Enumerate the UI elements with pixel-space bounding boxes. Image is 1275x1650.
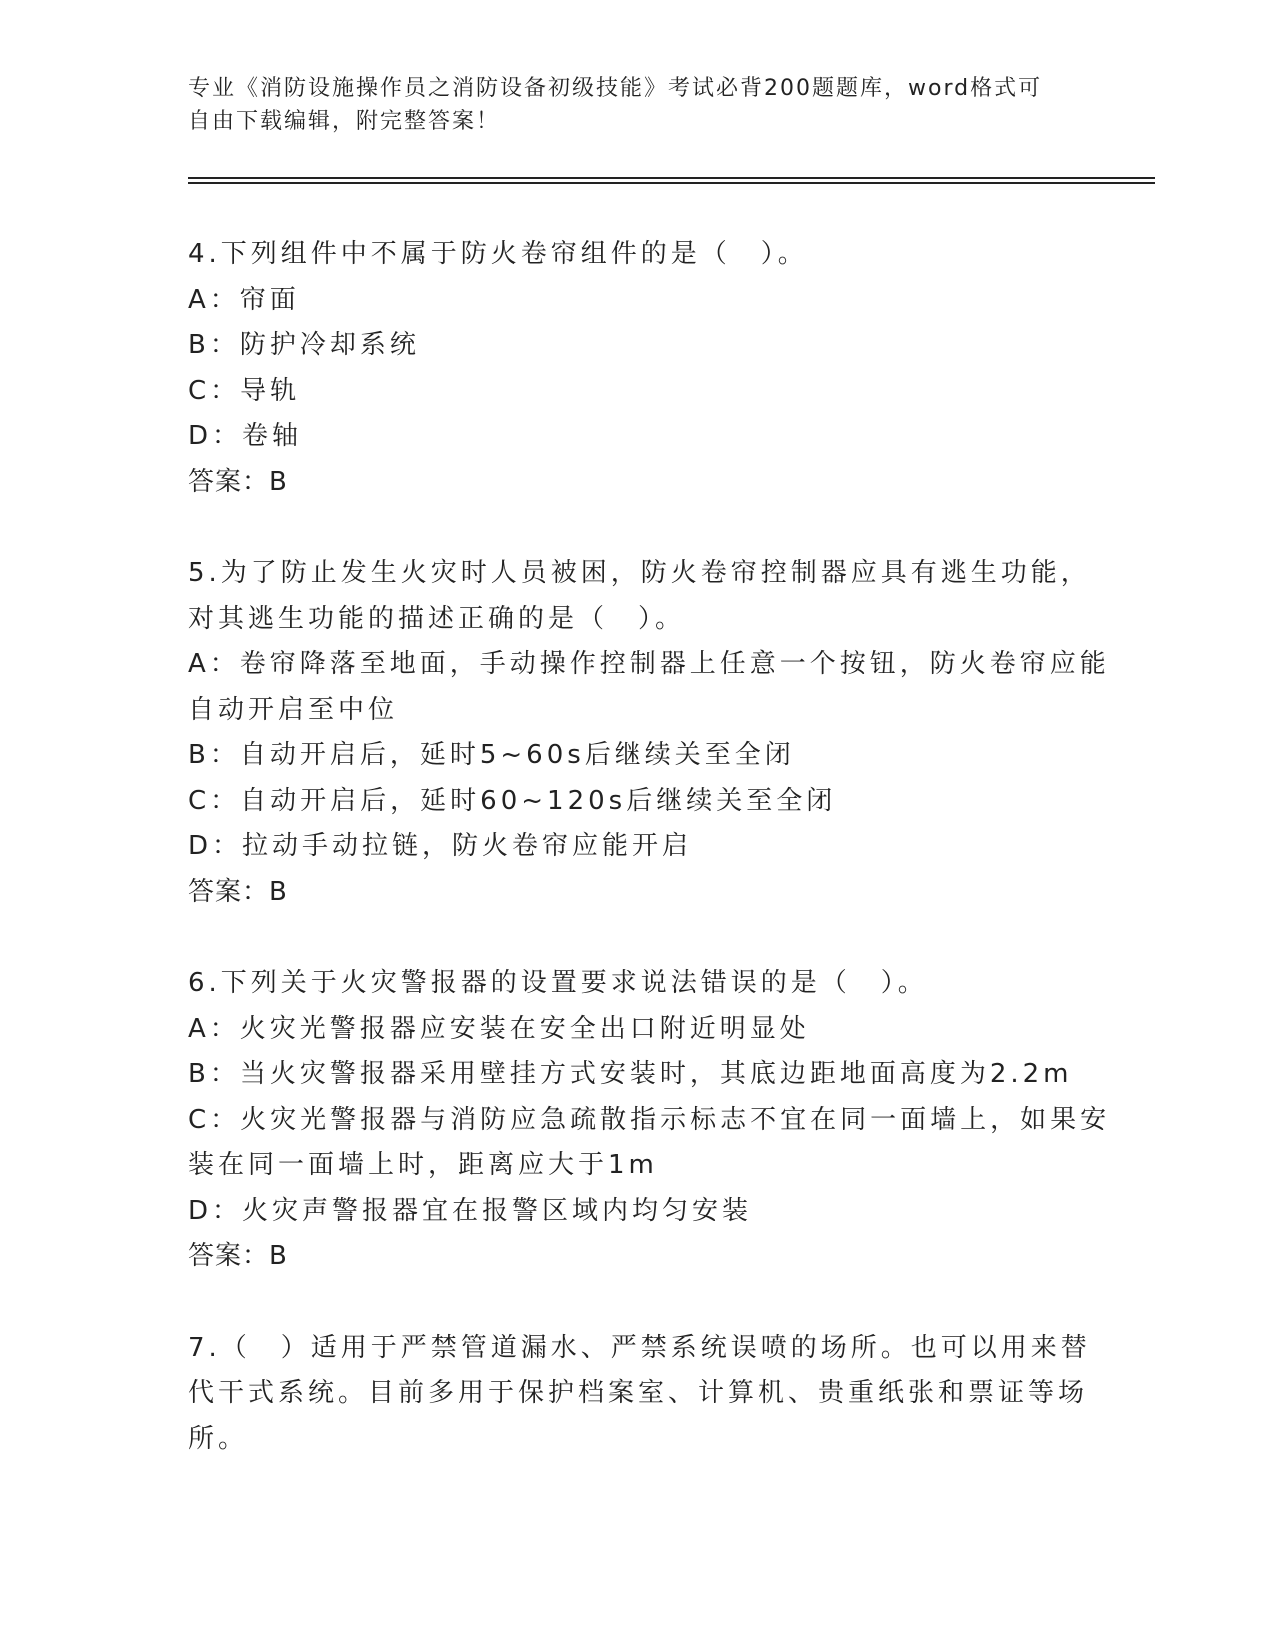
answer: 答案：B <box>188 1241 288 1271</box>
option-a: A：卷帘降落至地面，手动操作控制器上任意一个按钮，防火卷帘应能 <box>188 649 1110 679</box>
option-b: B：自动开启后，延时5~60s后继续关至全闭 <box>188 740 795 770</box>
option-d: D：火灾声警报器宜在报警区域内均匀安装 <box>188 1195 753 1226</box>
question-stem: 代干式系统。目前多用于保护档案室、计算机、贵重纸张和票证等场 <box>188 1378 1089 1408</box>
question-stem: 对其逃生功能的描述正确的是（ ）。 <box>188 603 686 634</box>
question-list <box>188 232 1111 1508</box>
question-stem: 4.下列组件中不属于防火卷帘组件的是（ ）。 <box>188 239 808 269</box>
question-4 <box>188 232 1088 505</box>
question-stem: 7.（ ）适用于严禁管道漏水、严禁系统误喷的场所。也可以用来替 <box>188 1332 1091 1363</box>
question-7 <box>188 1326 1091 1463</box>
option-a: A：火灾光警报器应安装在安全出口附近明显处 <box>188 1013 810 1044</box>
option-a: A：帘面 <box>188 284 300 315</box>
question-stem: 所。 <box>188 1423 249 1454</box>
question-5 <box>188 551 1110 915</box>
header-divider <box>188 177 1155 179</box>
answer: 答案：B <box>188 466 288 497</box>
header-line: 自由下载编辑，附完整答案！ <box>188 109 501 134</box>
answer: 答案：B <box>188 876 288 907</box>
option-c: C：自动开启后，延时60~120s后继续关至全闭 <box>188 785 837 816</box>
option-c: C：火灾光警报器与消防应急疏散指示标志不宜在同一面墙上，如果安 <box>188 1104 1111 1135</box>
option-b: B：防护冷却系统 <box>188 330 420 360</box>
question-6 <box>188 961 1111 1280</box>
header-line: 专业《消防设施操作员之消防设备初级技能》考试必背200题题库，word格式可 <box>188 76 1043 101</box>
option-c-continued: 装在同一面墙上时，距离应大于1m <box>188 1150 658 1180</box>
question-stem: 6.下列关于火灾警报器的设置要求说法错误的是（ ）。 <box>188 968 928 998</box>
header-divider <box>188 182 1155 184</box>
option-d: D：卷轴 <box>188 421 303 451</box>
option-b: B：当火灾警报器采用壁挂方式安装时，其底边距地面高度为2.2m <box>188 1059 1073 1089</box>
option-a-continued: 自动开启至中位 <box>188 694 399 725</box>
option-d: D：拉动手动拉链，防火卷帘应能开启 <box>188 831 693 861</box>
question-stem: 5.为了防止发生火灾时人员被困，防火卷帘控制器应具有逃生功能， <box>188 558 1091 588</box>
option-c: C：导轨 <box>188 375 301 406</box>
document-header <box>188 72 1068 138</box>
